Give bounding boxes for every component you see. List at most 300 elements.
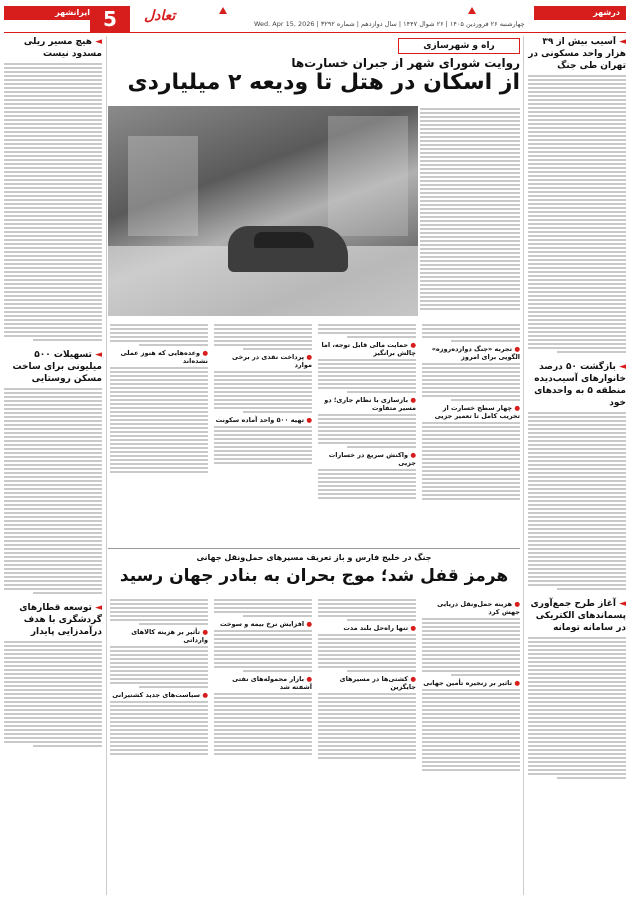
text-line [422,638,520,640]
text-line [528,480,626,482]
text-line [318,705,416,707]
text-line [420,200,520,202]
text-line [528,187,626,189]
text-line [422,387,520,389]
text-line [422,689,520,691]
text-line [528,335,626,337]
text-line [110,615,208,617]
text-line [214,336,312,338]
text-line [422,458,520,460]
text-line [4,159,102,161]
text-line [422,662,520,664]
text-line [214,462,312,464]
text-line [318,599,416,601]
text-line [528,761,626,763]
text-line [318,324,416,326]
text-line [318,654,416,656]
text-line [528,460,626,462]
text-line [4,295,102,297]
text-line [557,351,626,353]
text-line [420,192,520,194]
text-line [528,215,626,217]
text-line [4,468,102,470]
text-line [4,641,102,643]
text-line [4,520,102,522]
text-line [110,737,208,739]
text-line [4,508,102,510]
text-line [110,371,208,373]
text-line [214,642,312,644]
text-line [420,168,520,170]
page-number: 5 [90,6,130,32]
text-line [4,179,102,181]
text-line [528,765,626,767]
text-line [318,387,416,389]
text-line [318,359,416,361]
text-line [528,412,626,414]
headline-text: آغاز طرح جمع‌آوری پسماندهای الکتریکی در سامانه تومانه [530,599,626,633]
text-line [318,371,416,373]
text-line [4,645,102,647]
text-line [420,224,520,226]
text-line [318,422,416,424]
text-line [318,607,416,609]
text-line [4,552,102,554]
text-line [4,87,102,89]
text-line [347,336,416,338]
text-line [110,666,208,668]
text-line [528,472,626,474]
subtitle-text: تاثیر بر زنجیره تأمین جهانی [423,679,513,687]
text-line [318,713,416,715]
text-line [4,239,102,241]
text-line [420,240,520,242]
text-line [528,452,626,454]
text-column [110,597,208,895]
text-line [528,247,626,249]
text-line [347,670,416,672]
text-line [528,420,626,422]
text-line [4,271,102,273]
text-line [4,548,102,550]
text-line [4,227,102,229]
text-line [4,75,102,77]
text-line [318,642,416,644]
text-line [318,741,416,743]
text-line [110,467,208,469]
text-line [110,431,208,433]
text-line [528,673,626,675]
text-line [528,536,626,538]
text-line [318,634,416,636]
article-subtitle: ● هزینه حمل‌ونقل دریایی جهش کرد [437,600,520,616]
text-line [4,705,102,707]
text-line [528,508,626,510]
text-line [422,430,520,432]
text-line [4,669,102,671]
text-line [422,375,520,377]
text-line [4,689,102,691]
text-line [528,143,626,145]
text-line [4,283,102,285]
text-line [528,119,626,121]
text-line [420,188,520,190]
text-line [214,450,312,452]
text-line [422,438,520,440]
text-line [4,504,102,506]
text-line [214,737,312,739]
text-line [4,693,102,695]
text-line [528,657,626,659]
text-line [214,454,312,456]
article-subtitle: ● بازسازی با نظام جاری؛ دو مسیر متفاوت [324,396,416,412]
article-subtitle: ● کشتی‌ها در مسیرهای جایگزین [339,675,416,691]
text-line [110,379,208,381]
text-line [4,428,102,430]
text-line [4,472,102,474]
text-column [422,597,520,895]
text-line [110,435,208,437]
text-line [214,438,312,440]
section-kicker: راه و شهرسازی [398,38,520,54]
text-line [528,649,626,651]
text-line [4,71,102,73]
text-line [422,753,520,755]
text-line [4,560,102,562]
text-line [528,584,626,586]
text-line [528,749,626,751]
text-line [528,115,626,117]
text-line [318,363,416,365]
text-line [318,638,416,640]
text-line [4,119,102,121]
text-line [4,709,102,711]
text-line [420,288,520,290]
text-line [4,171,102,173]
text-line [318,442,416,444]
text-line [422,622,520,624]
text-line [243,411,312,413]
text-line [214,383,312,385]
text-line [528,319,626,321]
text-line [528,203,626,205]
text-line [4,263,102,265]
text-line [110,403,208,405]
text-line [214,395,312,397]
text-line [4,677,102,679]
text-line [110,733,208,735]
text-line [214,434,312,436]
text-line [528,641,626,643]
text-line [422,328,520,330]
text-line [420,144,520,146]
text-line [214,426,312,428]
text-line [318,332,416,334]
text-line [528,741,626,743]
text-line [318,615,416,617]
text-line [528,705,626,707]
text-line [422,642,520,644]
article-body [4,388,102,594]
text-line [110,463,208,465]
text-line [528,311,626,313]
article-subtitle: ● تجربه «جنگ دوازده‌روزه» الگویی برای امروز [431,345,520,361]
text-line [4,496,102,498]
text-line [4,697,102,699]
text-line [110,753,208,755]
text-line [422,717,520,719]
text-line [422,765,520,767]
text-line [4,207,102,209]
text-line [214,733,312,735]
text-line [214,458,312,460]
text-line [318,646,416,648]
text-line [4,183,102,185]
text-line [214,729,312,731]
text-line [139,344,208,346]
text-line [110,328,208,330]
text-line [318,481,416,483]
text-line [528,171,626,173]
text-line [4,733,102,735]
text-line [110,427,208,429]
text-line [4,452,102,454]
text-line [422,379,520,381]
text-line [318,375,416,377]
header-rule [4,32,626,33]
text-line [214,717,312,719]
text-line [528,75,626,77]
text-line [110,678,208,680]
text-line [110,646,208,648]
text-line [528,87,626,89]
text-line [528,653,626,655]
text-line [110,395,208,397]
text-column [110,322,208,544]
text-line [318,477,416,479]
text-line [528,580,626,582]
text-line [110,443,208,445]
text-line [420,108,520,110]
article-subtitle: ● تاثیر بر زنجیره تأمین جهانی [423,679,520,687]
text-line [214,650,312,652]
text-line [243,615,312,617]
text-line [422,426,520,428]
text-line [318,367,416,369]
text-line [4,444,102,446]
article-headline: ◄ هیچ مسیر ریلی مسدود نیست [23,37,102,59]
text-line [528,448,626,450]
text-line [528,496,626,498]
text-line [4,661,102,663]
text-line [4,307,102,309]
text-line [422,494,520,496]
text-line [4,147,102,149]
text-line [422,745,520,747]
text-line [318,709,416,711]
text-line [420,252,520,254]
text-line [33,745,102,747]
text-line [528,540,626,542]
text-line [4,267,102,269]
text-line [4,299,102,301]
text-line [528,91,626,93]
text-line [4,151,102,153]
text-line [110,745,208,747]
text-line [4,741,102,743]
text-line [4,115,102,117]
text-line [528,339,626,341]
subtitle-text: تأثیر بر هزینه کالاهای وارداتی [131,628,208,644]
text-line [528,159,626,161]
text-line [528,239,626,241]
headline-text: هیچ مسیر ریلی مسدود نیست [23,37,102,59]
text-line [139,623,208,625]
subtitle-text: هزینه حمل‌ونقل دریایی جهش کرد [437,600,520,616]
text-line [4,191,102,193]
text-line [214,391,312,393]
text-line [4,408,102,410]
text-line [214,753,312,755]
text-line [528,183,626,185]
text-line [528,259,626,261]
text-line [528,327,626,329]
text-line [528,721,626,723]
text-line [110,324,208,326]
text-line [214,599,312,601]
text-line [4,275,102,277]
text-line [4,480,102,482]
text-line [528,757,626,759]
text-line [110,670,208,672]
text-line [4,412,102,414]
text-line [4,576,102,578]
text-line [4,568,102,570]
text-line [420,216,520,218]
text-line [318,658,416,660]
section-tag-right: درشهر [534,6,626,20]
article-subhead: روایت شورای شهر از جبران خسارت‌ها [291,56,520,70]
text-line [420,176,520,178]
article-headline: ◄ تسهیلات ۵۰۰ میلیونی برای ساخت مسکن روستایی [12,350,102,384]
text-line [110,439,208,441]
text-line [4,335,102,337]
text-line [528,107,626,109]
photo-rubble [128,136,198,236]
text-line [528,713,626,715]
text-line [4,243,102,245]
text-line [528,163,626,165]
text-line [214,379,312,381]
text-line [214,725,312,727]
text-line [4,580,102,582]
text-line [214,709,312,711]
text-line [528,564,626,566]
text-line [422,434,520,436]
text-line [214,446,312,448]
text-line [528,532,626,534]
text-line [528,123,626,125]
text-line [347,446,416,448]
text-line [528,504,626,506]
text-line [422,697,520,699]
text-line [110,367,208,369]
article-body [4,641,102,747]
text-line [318,473,416,475]
text-line [422,705,520,707]
text-line [451,674,520,676]
article-subtitle: ● تهیه ۵۰۰ واحد آماده سکونت [215,416,312,424]
text-line [420,136,520,138]
text-line [4,139,102,141]
text-line [214,654,312,656]
text-line [347,619,416,621]
text-line [4,315,102,317]
text-line [528,729,626,731]
text-line [110,391,208,393]
text-line [528,271,626,273]
text-line [4,323,102,325]
text-line [4,484,102,486]
text-line [420,164,520,166]
left-column [4,36,107,895]
text-line [528,520,626,522]
text-line [110,375,208,377]
text-line [214,607,312,609]
text-line [528,223,626,225]
text-line [214,741,312,743]
text-line [110,607,208,609]
text-line [422,757,520,759]
text-line [528,769,626,771]
text-line [528,488,626,490]
text-line [420,244,520,246]
text-line [422,422,520,424]
text-line [214,371,312,373]
text-line [318,717,416,719]
text-line [422,701,520,703]
text-line [528,753,626,755]
text-line [214,658,312,660]
text-line [214,705,312,707]
text-line [4,532,102,534]
subtitle-text: حمایت مالی قابل توجه، اما چالش برانگیز [321,341,416,357]
text-line [214,328,312,330]
text-line [528,665,626,667]
text-line [420,260,520,262]
text-line [422,769,520,771]
text-line [422,670,520,672]
text-line [420,196,520,198]
text-line [214,603,312,605]
text-line [528,95,626,97]
text-line [318,721,416,723]
text-line [422,630,520,632]
text-line [4,540,102,542]
text-line [318,611,416,613]
lead-article-body [420,106,520,316]
text-line [318,733,416,735]
text-line [420,264,520,266]
text-line [420,208,520,210]
text-line [420,184,520,186]
text-line [318,701,416,703]
text-line [420,272,520,274]
text-line [420,204,520,206]
text-line [528,697,626,699]
subtitle-text: تجربه «جنگ دوازده‌روزه» الگویی برای امروز [431,345,520,361]
text-line [318,753,416,755]
